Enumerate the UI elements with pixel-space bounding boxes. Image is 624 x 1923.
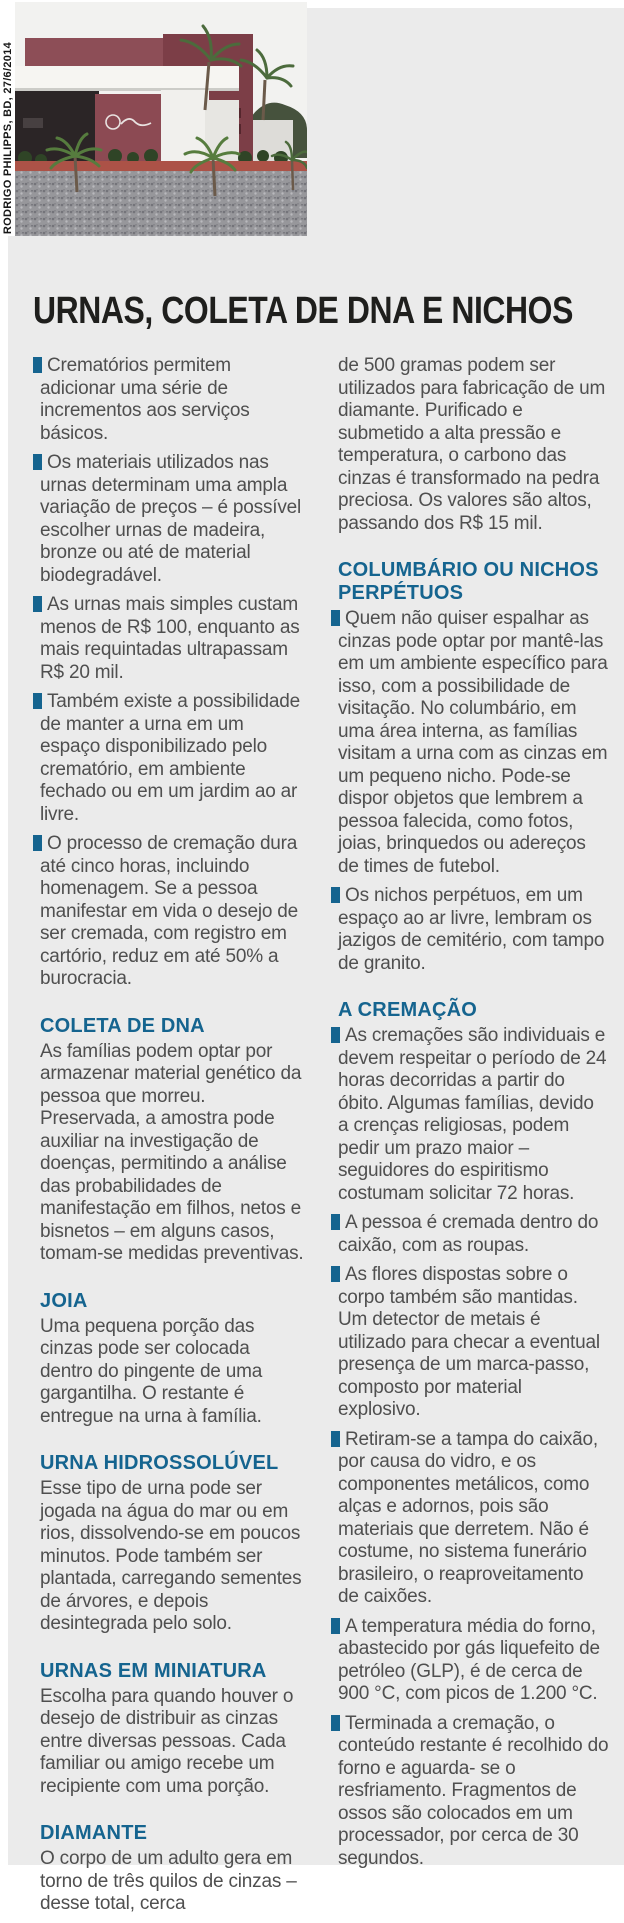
paragraph-text: O corpo de um adulto gera em torno de três quilos de cinzas – desse total, cerca	[40, 1848, 297, 1914]
article-section	[40, 1452, 305, 1636]
paragraph-text: As urnas mais simples custam menos de R$ 100, enquanto as mais requintadas ultrapassam R$ 20 mil.	[40, 594, 300, 683]
article-section	[338, 559, 609, 975]
paragraph-text: O processo de cremação dura até cinco horas, incluindo homenagem. Se a pessoa manifestar em vida o desejo de ser cremada, com registro em cartório, reduz em até 50% a burocracia.	[40, 833, 299, 989]
article-section	[40, 1660, 305, 1799]
page-title: URNAS, COLETA DE DNA E NICHOS	[33, 290, 573, 332]
photo-credit-strip	[0, 0, 15, 236]
paragraph	[338, 1429, 609, 1609]
paragraph	[338, 608, 609, 878]
article-section	[338, 999, 609, 1870]
bullet-marker-icon	[331, 610, 340, 626]
paragraph-text: Os nichos perpétuos, em um espaço ao ar livre, lembram os jazigos de cemitério, com tampo de granito.	[338, 885, 605, 974]
paragraph-text: Crematórios permitem adicionar uma série de incrementos aos serviços básicos.	[40, 355, 250, 444]
bullet-marker-icon	[331, 1266, 340, 1282]
section-heading: JOIA	[40, 1289, 88, 1312]
right-column	[338, 355, 609, 1923]
article-section	[40, 1290, 305, 1429]
crematorium-photo-illustration	[15, 0, 307, 236]
article-columns	[40, 355, 616, 1923]
paragraph	[40, 594, 305, 684]
paragraph-text: Terminada a cremação, o conteúdo restante é recolhido do forno e aguarda- se o resfriamento. Fragmentos de ossos são colocados em um processador, por cerca de 30 segundos.	[338, 1712, 609, 1869]
bullet-marker-icon	[331, 1431, 340, 1447]
paragraph	[338, 1713, 609, 1871]
bullet-marker-icon	[331, 887, 340, 903]
paragraph-text: Esse tipo de urna pode ser jogada na água do mar ou em rios, dissolvendo-se em poucos minutos. Pode também ser plantada, carregando sementes de árvores, e depois desintegrada pelo solo.	[40, 1478, 302, 1634]
bullet-marker-icon	[331, 1214, 340, 1230]
paragraph	[338, 885, 609, 975]
section-heading: URNAS EM MINIATURA	[40, 1659, 267, 1682]
paragraph	[338, 355, 609, 535]
paragraph-text: Também existe a possibilidade de manter a urna em um espaço disponibilizado pelo crematório, em ambiente fechado ou em um jardim ao ar livre.	[40, 691, 300, 825]
paragraph	[40, 1686, 305, 1799]
paragraph-text: As famílias podem optar por armazenar material genético da pessoa que morreu. Preservada, a amostra pode auxiliar na investigação de doenças, permitindo a análise das probabilidades de manifestação em filhos, netos e bisnetos – em alguns casos, tomam-se medidas preventivas.	[40, 1040, 304, 1264]
article-section	[40, 1015, 305, 1266]
bullet-marker-icon	[33, 596, 42, 612]
bullet-marker-icon	[331, 1027, 340, 1043]
paragraph	[338, 1264, 609, 1422]
paragraph-text: A pessoa é cremada dentro do caixão, com as roupas.	[338, 1212, 599, 1256]
paragraph	[40, 355, 305, 445]
paragraph	[40, 1478, 305, 1636]
article-section	[40, 355, 305, 991]
paragraph-text: Uma pequena porção das cinzas pode ser colocada dentro do pingente de uma gargantilha. O restante é entregue na urna à família.	[40, 1315, 263, 1427]
paragraph-text: de 500 gramas podem ser utilizados para fabricação de um diamante. Purificado e submetido a alta pressão e temperatura, o carbono das cinzas é transformado na pedra preciosa. Os valores são altos, passando dos R$ 15 mil.	[338, 355, 606, 534]
section-heading: COLETA DE DNA	[40, 1014, 205, 1037]
paragraph	[40, 1041, 305, 1266]
paragraph	[40, 691, 305, 826]
paragraph	[40, 452, 305, 587]
section-heading: URNA HIDROSSOLÚVEL	[40, 1452, 279, 1474]
paragraph-text: As flores dispostas sobre o corpo também são mantidas. Um detector de metais é utilizado para checar a eventual presença de um marca-passo, composto por material explosivo.	[338, 1264, 600, 1420]
bullet-marker-icon	[33, 693, 42, 709]
left-column	[40, 355, 305, 1923]
paragraph-text: Retiram-se a tampa do caixão, por causa do vidro, e os componentes metálicos, como alças e adornos, pois são materiais que derretem. Não é costume, no sistema funerário brasileiro, o reaproveitamento de caixões.	[338, 1428, 598, 1607]
paragraph	[40, 833, 305, 991]
article-content	[33, 291, 616, 1923]
bullet-marker-icon	[331, 1618, 340, 1634]
paragraph	[338, 1212, 609, 1257]
paragraph	[40, 1316, 305, 1429]
section-heading: A CREMAÇÃO	[338, 999, 478, 1021]
bullet-marker-icon	[33, 835, 42, 851]
article-section	[40, 1822, 305, 1916]
paragraph	[40, 1848, 305, 1916]
paragraph	[338, 1025, 609, 1205]
photo-credit: RODRIGO PHILIPPS, BD, 27/6/2014	[1, 41, 14, 234]
crematorium-photo	[15, 0, 307, 236]
paragraph-text: Os materiais utilizados nas urnas determinam uma ampla variação de preços – é possível escolher urnas de madeira, bronze ou até de material biodegradável.	[40, 452, 302, 586]
article-section	[338, 355, 609, 535]
paragraph-text: A temperatura média do forno, abastecido por gás liquefeito de petróleo (GLP), é de cerca de 900 °C, com picos de 1.200 °C.	[338, 1615, 600, 1704]
bullet-marker-icon	[33, 454, 42, 470]
paragraph-text: Quem não quiser espalhar as cinzas pode optar por mantê-las em um ambiente específico para isso, com a possibilidade de visitação. No columbário, em uma área interna, as famílias visitam a urna com as cinzas em um pequeno nicho. Pode-se dispor objetos que lembrem a pessoa falecida, como fotos, joias, brinquedos ou adereços de times de futebol.	[338, 608, 608, 877]
paragraph	[338, 1616, 609, 1706]
paragraph-text: Escolha para quando houver o desejo de distribuir as cinzas entre diversas pessoas. Cada familiar ou amigo recebe um recipiente com uma porção.	[40, 1685, 294, 1797]
paragraph-text: As cremações são individuais e devem respeitar o período de 24 horas decorridas a partir do óbito. Algumas famílias, devido a crenças religiosas, podem pedir um prazo maior – seguidores do espiritismo costumam solicitar 72 horas.	[338, 1025, 607, 1204]
bullet-marker-icon	[33, 357, 42, 373]
section-heading: COLUMBÁRIO OU NICHOS PERPÉTUOS	[338, 559, 599, 604]
bullet-marker-icon	[331, 1715, 340, 1731]
section-heading: DIAMANTE	[40, 1822, 148, 1844]
